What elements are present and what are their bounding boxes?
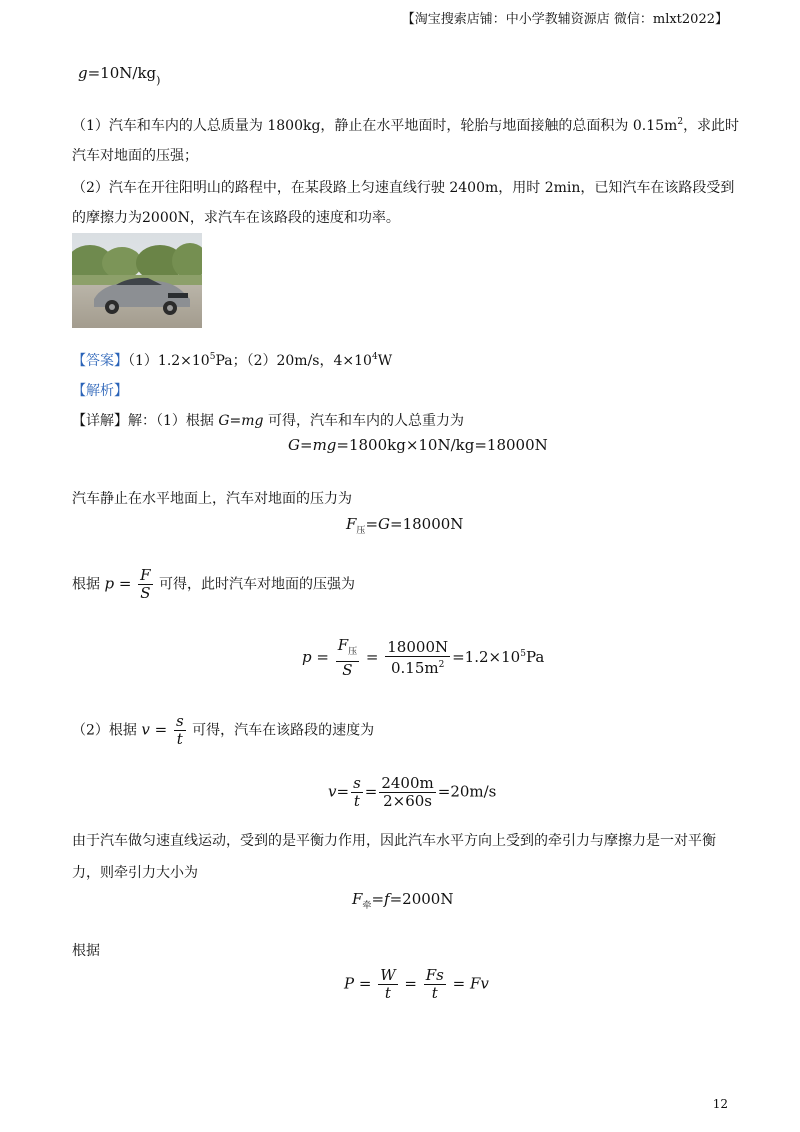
q1-unit-sup: 2 <box>677 117 684 127</box>
question-1-line-1 <box>72 115 739 135</box>
eq3-rest: =1.2×10 <box>452 648 521 666</box>
pressure-formula-line <box>72 567 355 602</box>
g-symbol: g <box>78 64 88 82</box>
t3-num: F <box>140 566 151 584</box>
t3-b: 可得，此时汽车对地面的压强为 <box>154 576 356 593</box>
car-photo <box>72 233 202 328</box>
eq6-frac2 <box>424 967 446 1002</box>
t3-eq: = <box>114 574 137 593</box>
power-basis-text: 根据 <box>72 943 100 959</box>
eq5-F: F <box>352 890 363 908</box>
eq2-sub: 压 <box>356 526 366 536</box>
t3-fraction <box>138 567 152 602</box>
g-value: =10N/kg <box>87 64 157 82</box>
answer-part1: （1）1.2×10 <box>128 353 210 369</box>
answer-tag: 【答案】 <box>72 353 128 369</box>
eq2-F: F <box>346 515 357 533</box>
t4-den: t <box>176 730 183 748</box>
eq1-eq: = <box>299 436 313 454</box>
equation-pressure-force <box>346 515 463 536</box>
eq5-f: f <box>384 890 390 908</box>
eq2-rest: =18000N <box>390 515 464 533</box>
balance-force-line-2: 力，则牵引力大小为 <box>72 865 198 881</box>
eq4-frac1 <box>351 775 363 810</box>
question-2-line-1: （2）汽车在开往阳明山的路程中，在某段路上匀速直线行驶 2400m，用时 2min，已知汽车在该路段受到 <box>72 180 735 196</box>
t4-v: v <box>141 720 150 739</box>
intro-G: G <box>218 413 230 429</box>
eq5-sub: 牵 <box>362 901 372 911</box>
intro-mg: mg <box>241 413 264 429</box>
t4-b: 可得，汽车在该路段的速度为 <box>187 722 375 739</box>
eq3-den: 0.15m <box>391 659 439 677</box>
eq1-rest: =1800kg×10N/kg=18000N <box>336 436 548 454</box>
answer-part2-sup: 4 <box>371 352 378 362</box>
answer-part1-unit: Pa；（2）20m/s，4×10 <box>215 353 372 369</box>
eq2-G: G <box>378 515 390 533</box>
eq4-den: 2×60s <box>383 792 432 810</box>
equation-traction <box>352 890 453 911</box>
eq6-eq2: = <box>399 974 422 993</box>
equation-velocity <box>328 775 496 810</box>
eq3-frac2 <box>385 639 450 677</box>
q1-text: （1）汽车和车内的人总质量为 1800kg，静止在水平地面时，轮胎与地面接触的总面积为 0.15m <box>72 118 678 134</box>
given-g-line <box>78 64 160 87</box>
eq3-sup: 5 <box>520 649 526 659</box>
eq6-Fv: Fv <box>469 974 489 993</box>
eq6-eq1: = <box>354 974 377 993</box>
eq6-t1: t <box>384 984 391 1002</box>
eq4-eq2: = <box>364 782 378 801</box>
q1-tail: ，求此时 <box>683 118 740 134</box>
answer-part1-sup: 5 <box>209 352 216 362</box>
eq3-S: S <box>342 661 353 679</box>
question-2-line-2: 的摩擦力为2000N，求汽车在该路段的速度和功率。 <box>72 210 400 226</box>
eq3-den-sup: 2 <box>438 660 445 670</box>
equation-power <box>344 967 489 1002</box>
analysis-tag: 【解析】 <box>72 383 128 399</box>
detail-intro-a: 解：（1）根据 <box>128 413 219 429</box>
eq5-eq: = <box>371 890 385 908</box>
eq3-frac1 <box>336 637 359 679</box>
t3-p: p <box>104 574 115 593</box>
eq6-W: W <box>380 966 396 984</box>
detail-tag: 【详解】 <box>72 413 128 429</box>
eq3-eq1: = <box>311 648 334 666</box>
velocity-formula-line <box>72 713 374 748</box>
balance-force-line-1: 由于汽车做匀速直线运动，受到的是平衡力作用，因此汽车水平方向上受到的牵引力与摩擦力是一对平衡 <box>72 833 716 849</box>
answer-line <box>72 350 392 370</box>
page-number: 12 <box>712 1097 728 1111</box>
eq4-frac2 <box>379 775 435 810</box>
t4-a: （2）根据 <box>72 722 142 739</box>
eq6-eq3: = <box>447 974 470 993</box>
pressure-force-text: 汽车静止在水平地面上，汽车对地面的压力为 <box>72 491 352 507</box>
answer-part2-unit: W <box>377 353 393 369</box>
eq4-v: v <box>328 782 337 801</box>
eq4-t: t <box>353 792 360 810</box>
eq6-Fs: Fs <box>425 966 444 984</box>
eq3-unit: Pa <box>525 648 545 666</box>
eq4-s: s <box>353 774 361 792</box>
eq1-G: G <box>288 436 300 454</box>
t4-fraction <box>174 713 186 748</box>
eq2-eq: = <box>365 515 379 533</box>
intro-eq: = <box>229 413 242 429</box>
detail-intro-b: 可得，汽车和车内的人总重力为 <box>263 413 464 429</box>
header-shop-banner: 【淘宝搜索店铺：中小学教辅资源店 微信：mlxt2022】 <box>401 12 728 27</box>
eq1-mg: mg <box>312 436 337 454</box>
t4-eq: = <box>149 720 172 739</box>
eq3-p: p <box>302 648 312 666</box>
equation-gravity <box>288 436 548 454</box>
detail-intro <box>72 410 464 430</box>
t3-den: S <box>140 584 151 602</box>
question-1-line-2: 汽车对地面的压强； <box>72 148 198 164</box>
t3-a: 根据 <box>72 576 100 593</box>
eq6-frac1 <box>378 967 397 1002</box>
eq4-eq1: = <box>336 782 350 801</box>
eq3-num: 18000N <box>387 638 449 656</box>
t4-num: s <box>175 712 184 730</box>
eq4-num: 2400m <box>381 774 434 792</box>
eq3-eq2: = <box>361 648 384 666</box>
eq3-F: F <box>337 636 349 654</box>
eq3-Fsub: 压 <box>348 647 358 657</box>
equation-pressure <box>302 637 544 679</box>
eq5-rest: =2000N <box>389 890 454 908</box>
eq6-t2: t <box>431 984 438 1002</box>
eq4-rest: =20m/s <box>437 782 497 801</box>
eq6-P: P <box>344 974 355 993</box>
g-paren: ) <box>156 74 161 87</box>
